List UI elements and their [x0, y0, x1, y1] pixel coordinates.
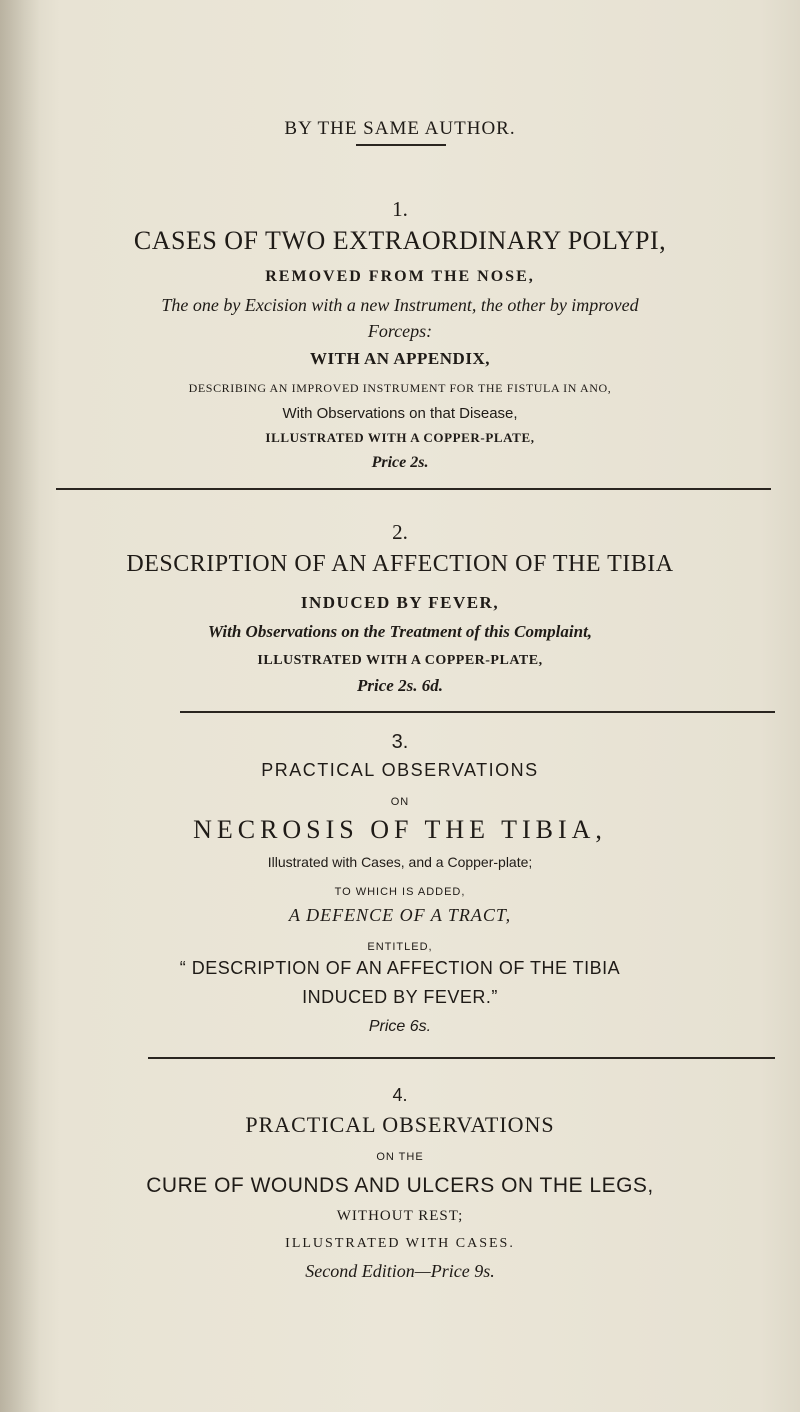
work-1-description-line1: The one by Excision with a new Instrument, the other by improved — [161, 295, 639, 315]
work-3-title: PRACTICAL OBSERVATIONS — [261, 760, 539, 780]
page-header: BY THE SAME AUTHOR. — [284, 118, 516, 139]
work-3-defence: A DEFENCE OF A TRACT, — [288, 905, 512, 925]
work-3-added: TO WHICH IS ADDED, — [334, 886, 466, 898]
work-4-subject: CURE OF WOUNDS AND ULCERS ON THE LEGS, — [146, 1174, 654, 1197]
work-2-number: 2. — [392, 520, 408, 544]
work-1-appendix: WITH AN APPENDIX, — [310, 349, 490, 368]
work-1-observations: With Observations on that Disease, — [282, 405, 518, 422]
work-4-title: PRACTICAL OBSERVATIONS — [245, 1112, 555, 1137]
work-2-price: Price 2s. 6d. — [357, 676, 443, 695]
work-3-subject: NECROSIS OF THE TIBIA, — [193, 815, 607, 844]
work-3-entitled: ENTITLED, — [367, 941, 433, 953]
work-1-appendix-description: DESCRIBING AN IMPROVED INSTRUMENT FOR THE FISTULA IN ANO, — [188, 381, 612, 395]
work-1-rule — [56, 488, 771, 490]
header-rule — [356, 144, 446, 146]
work-4-on-the: ON THE — [376, 1151, 424, 1163]
work-2-title: DESCRIPTION OF AN AFFECTION OF THE TIBIA — [126, 551, 674, 577]
work-4-number: 4. — [392, 1085, 408, 1105]
work-3-price: Price 6s. — [368, 1018, 432, 1035]
work-1-description-line2: Forceps: — [367, 321, 433, 341]
work-3-rule — [148, 1057, 775, 1059]
work-1-number: 1. — [392, 197, 408, 221]
work-2-illustrated: ILLUSTRATED WITH A COPPER-PLATE, — [257, 653, 543, 668]
work-3-quote-line2: INDUCED BY FEVER.” — [302, 987, 498, 1007]
work-3-number: 3. — [391, 731, 409, 753]
work-3-on: ON — [390, 796, 410, 808]
work-4-without-rest: WITHOUT REST; — [336, 1208, 464, 1224]
work-4-illustrated: ILLUSTRATED WITH CASES. — [285, 1236, 515, 1251]
work-1-subtitle: REMOVED FROM THE NOSE, — [265, 268, 535, 285]
work-2-rule — [180, 711, 775, 713]
work-2-subtitle: INDUCED BY FEVER, — [300, 593, 500, 612]
work-3-illustrated: Illustrated with Cases, and a Copper-plate; — [267, 854, 533, 870]
work-4-edition: Second Edition—Price 9s. — [305, 1261, 495, 1281]
work-1-illustrated: ILLUSTRATED WITH A COPPER-PLATE, — [265, 430, 535, 445]
work-2-description: With Observations on the Treatment of this Complaint, — [207, 622, 593, 641]
work-1-title: CASES OF TWO EXTRAORDINARY POLYPI, — [133, 226, 667, 255]
work-3-quote-line1: “ DESCRIPTION OF AN AFFECTION OF THE TIBIA — [179, 958, 621, 978]
work-1-price: Price 2s. — [371, 454, 429, 471]
